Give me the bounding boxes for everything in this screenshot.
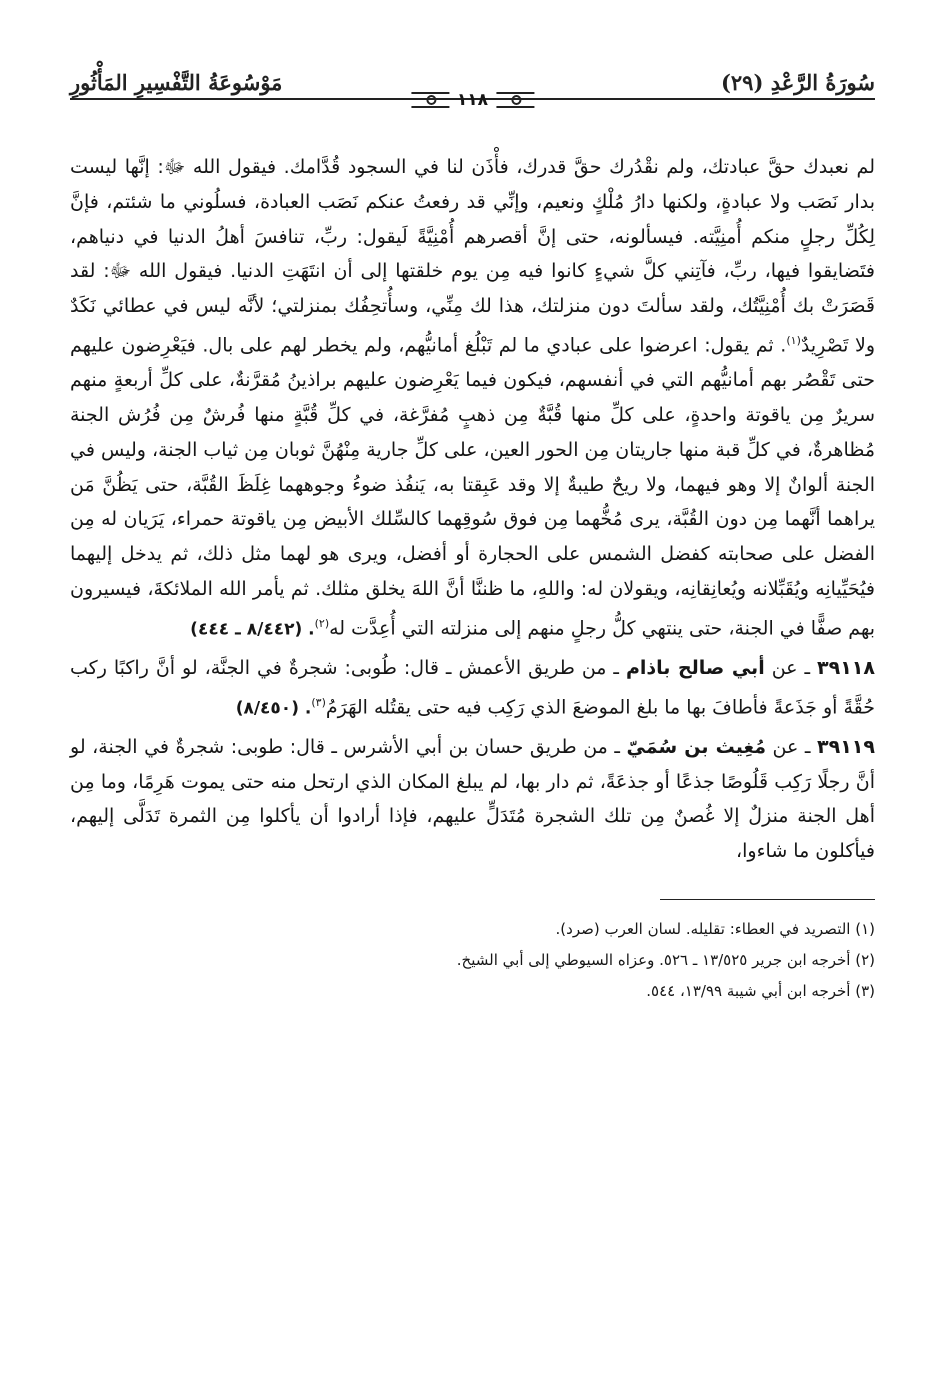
footnote-separator [660, 899, 875, 900]
page [70, 60, 875, 1007]
entry-39118 [70, 651, 875, 726]
book-title: مَوْسُوعَةُ التَّفْسِيرِ المَأْثُورِ [70, 70, 283, 95]
volume-reference: . (٨/٤٥٠) [235, 697, 312, 718]
entry-text: ـ من طريق الأعمش ـ قال: طُوبى: شجرةٌ في الجنَّة، لو أنَّ راكبًا ركب حُقَّةً أو جَذَعةً فأطافَ بها ما بلغ الموضعَ الذي رَكِب فيه حتى يقتُله الهَرَمُ [70, 656, 875, 718]
narrator-name: أبي صالح باذام [625, 656, 765, 679]
narration-paragraph [70, 150, 875, 647]
footnote-marker-2: (٢) [314, 616, 330, 630]
left-ornament-icon [411, 92, 449, 108]
main-text [70, 150, 875, 869]
footnote-marker-1: (١) [786, 333, 801, 347]
entry-prefix: ـ عن [766, 735, 818, 758]
footnote-1: (١) التصريد في العطاء: تقليله. لسان العرب (صرد). [555, 919, 875, 938]
narration-part-2: . ثم يقول: اعرضوا على عبادي ما لم تَبْلُغ أمانيُّهم، ولم يخطر لهم على بال. فيَعْرِضون عليهم حتى تَقْصُر بهم أمانيُّهم التي في أنفسهم، فيكون فيما يَعْرِضون عليهم براذينُ مُقرَّنةٌ، على كلِّ أربعةٍ منهم سريرٌ مِن ياقوتة واحدةٍ، على كلِّ منها قُبَّةٌ مِن ذهبٍ مُفرَّغة، في كلِّ قُبَّةٍ منها فُرشٌ مِن فُرُش الجنة مُظاهرةٌ، في كلِّ قبة منها جاريتان مِن الحور العين، على كلِّ جارية مِنْهُنَّ ثوبان مِن ثياب الجنة، وليس في الجنة ألوانٌ إلا وهو فيهما، ولا ريحٌ طيبةٌ إلا وقد عَبِقتا به، يَنفُذ ضوءُ وجوههما غِلَظَ القُبَّة، حتى يَظُنَّ مَن يراهما أنَّهما مِن دون القُبَّة، يرى مُخُّهما مِن فوق سُوقِهما كالسِّلك الأبيض مِن ياقوتة حمراء، يَرَيان له مِن الفضل على صحابته كفضل الشمس على الحجارة أو أفضل، ويرى هو لهما مثل ذلك، ثم يدخل إليهما فيُحَيِّيانِه ويُقَبِّلانه ويُعانِقانِه، ويقولان له: واللهِ، ما ظننَّا أنَّ اللهَ يخلق مثلك. ثم يأمر الله الملائكةَ، فيسيرون بهم صفًّا في الجنة، حتى ينتهي كلُّ رجلٍ منهم إلى منزلته التي أُعِدَّت له [70, 334, 875, 640]
entry-text: ـ من طريق حسان بن أبي الأشرس ـ قال: طوبى: شجرةٌ في الجنة، لو أنَّ رجلًا رَكِب قَلُوصًا جذعًا أو جذعَةً، ثم دار بها، لم يبلغ المكان الذي ارتحل منه حتى يموت هَرِمًا، وما مِن أهل الجنة منزلٌ إلا غُصنٌ مِن تلك الشجرة مُتَدَلٍّ عليهم، فإذا أرادوا أن يأكلوا مِن الثمرة تَدَلَّى إليهم، فيأكلون ما شاءوا، [70, 735, 875, 863]
entry-prefix: ـ عن [764, 656, 817, 679]
volume-reference: . (٨/٤٤٢ ـ ٤٤٤) [190, 619, 315, 640]
page-number: ١١٨ [456, 90, 489, 110]
surah-title: سُورَةُ الرَّعْدِ (٢٩) [720, 70, 875, 95]
footnote-3: (٣) أخرجه ابن أبي شيبة ١٣/٩٩، ٥٤٤. [646, 981, 875, 1000]
narration-part-1: لم نعبدك حقَّ عبادتك، ولم نقْدُرك حقَّ قدرك، فأْذَن لنا في السجود قُدَّامك. فيقول الله ﷻ: إنَّها ليست بدار نَصَب ولا عبادةٍ، ولكنها دارُ مُلْكٍ ونعيم، وإنِّي قد رفعتُ عنكم نَصَب العبادة، فسلُوني ما شئتم، فإنَّ لِكُلِّ رجلٍ منكم أُمنِيَّته. فيسألونه، حتى إنَّ أقصرهم أُمْنِيَّةً لَيقول: ربِّ، تنافسَ أهلُ الدنيا في دنياهم، فتَضايقوا فيها، ربِّ، فآتِني كلَّ شيءٍ كانوا فيه مِن يوم خلقتها إلى أن انتَهَتِ الدنيا. فيقول الله ﷻ: لقد قَصَرَتْ بك أُمْنِيَّتُك، ولقد سألتَ دون منزلتك، هذا لك مِنِّي، وسأُتحِفُك بمنزلتي؛ لأنَّه ليس في عطائي نَكَدٌ ولا تَصْرِيدٌ [70, 156, 875, 357]
page-header [70, 60, 875, 112]
footnote-2: (٢) أخرجه ابن جرير ١٣/٥٢٥ ـ ٥٢٦. وعزاه السيوطي إلى أبي الشيخ. [456, 950, 875, 969]
entry-number: ٣٩١١٨ [817, 656, 875, 679]
entry-number: ٣٩١١٩ [817, 735, 875, 758]
page-number-block [411, 90, 534, 110]
right-ornament-icon [496, 92, 534, 108]
entry-39119 [70, 730, 875, 869]
footnotes [70, 914, 875, 1007]
narrator-name: مُغِيث بن سُمَيّ [626, 735, 766, 758]
footnote-marker-3: (٣) [311, 695, 326, 709]
